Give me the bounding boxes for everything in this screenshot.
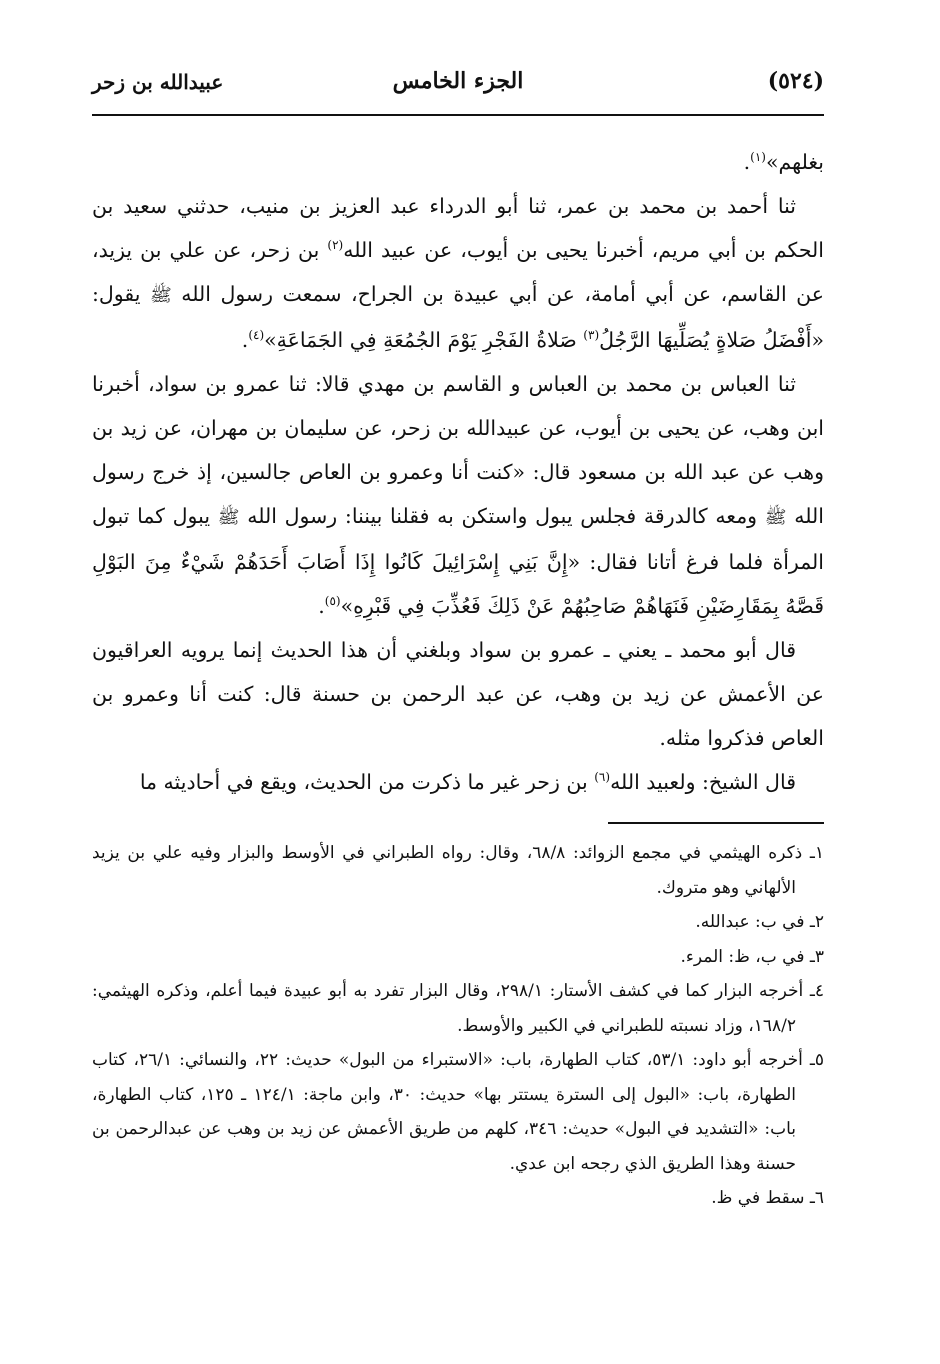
paragraph-hadith-2: ثنا العباس بن محمد بن العباس و القاسم بن مهدي قالا: ثنا عمرو بن سواد، أخبرنا ابن وهب، عن يحيى بن أيوب، عن عبيدالله بن زحر، عن سليمان بن مهران، عن زيد بن وهب عن عبد الله بن مسعود قال: «كنت أنا وعمرو بن العاص جالسين، إذ خرج رسول الله ﷺ ومعه كالدرقة فجلس يبول واستكن به فقلنا بيننا: رسول الله ﷺ يبول كما تبول المرأة فلما فرغ أتانا فقال: «إِنَّ بَنِي إِسْرَائِيلَ كَانُوا إِذَا أَصَابَ أَحَدَهُمْ شَيْءٌ مِنَ البَوْلِ قَصَّهُ بِمَقَارِضَيْنِ فَنَهَاهُمْ صَاحِبُهُمْ عَنْ ذَلِكَ فَعُذِّبَ فِي قَبْرِهِ»$^{(٥)}$. — [92, 372, 824, 618]
paragraph-hadith-1: ثنا أحمد بن محمد بن عمر، ثنا أبو الدرداء عبد العزيز بن منيب، حدثني سعيد بن الحكم بن أبي مريم، أخبرنا يحيى بن أيوب، عن عبيد الله$^{(٢)}$ بن زحر، عن علي بن يزيد، عن القاسم، عن أبي أمامة، عن أبي عبيدة بن الجراح، سمعت رسول الله ﷺ يقول: «أَفْضَلُ صَلاةٍ يُصَلِّيهَا الرَّجُلُ$^{(٣)}$ صَلاةُ الفَجْرِ يَوْمَ الجُمُعَةِ فِي الجَمَاعَةِ»$^{(٤)}$. — [92, 194, 824, 352]
salutation-symbol: ﷺ — [149, 285, 172, 306]
paragraph-sheikh: قال الشيخ: ولعبيد الله$^{(٦)}$ بن زحر غير ما ذكرت من الحديث، ويقع في أحاديثه ما — [139, 770, 796, 794]
footnotes — [92, 836, 824, 1216]
footnote-ref: (٥) — [324, 594, 341, 609]
footnote-3: ٣ـ في ب، ظ: المرء. — [680, 946, 824, 967]
footnote-5: ٥ـ أخرجه أبو داود: ٥٣/١، كتاب الطهارة، باب: «الاستبراء من البول» حديث: ٢٢، والنسائي: ٢٦/١، كتاب الطهارة، باب: «البول إلى السترة يستتر بها» حديث: ٣٠، وابن ماجة: ١٢٤/١ ـ ١٢٥، كتاب الطهارة، باب: «التشديد في البول» حديث: ٣٤٦، كلهم من طريق الأعمش عن زيد بن وهب عن عبدالرحمن بن حسنة وهذا الطريق الذي رجحه ابن عدي. — [92, 1050, 824, 1174]
footnote-4: ٤ـ أخرجه البزار كما في كشف الأستار: ٢٩٨/١، وقال البزار تفرد به أبو عبيدة فيما أعلم، وذكره الهيثمي: ١٦٨/٢، وزاد نسبته للطبراني في الكبير والأوسط. — [92, 981, 824, 1036]
paragraph-commentary: قال أبو محمد ـ يعني ـ عمرو بن سواد وبلغني أن هذا الحديث إنما يرويه العراقيون عن الأعمش عن زيد بن وهب، عن عبد الرحمن بن حسنة قال: كنت أنا وعمرو بن العاص فذكروا مثله. — [92, 638, 824, 750]
footnote-ref: (١) — [750, 150, 766, 165]
footnote-2: ٢ـ في ب: عبدالله. — [695, 912, 824, 932]
footnote-rule — [608, 822, 824, 824]
chapter-title: عبيدالله بن زحر — [92, 70, 224, 94]
footnote-ref: (٣) — [583, 328, 600, 343]
footnote-6: ٦ـ سقط في ظ. — [711, 1188, 824, 1208]
page-header — [92, 68, 824, 108]
footnote-ref: (٤) — [248, 328, 265, 343]
volume-title: الجزء الخامس — [392, 68, 524, 94]
page-number: (٥٢٤) — [767, 68, 824, 94]
footnote-1: ١ـ ذكره الهيثمي في مجمع الزوائد: ٦٨/٨، وقال: رواه الطبراني في الأوسط والبزار وفيه علي بن يزيد الألهاني وهو متروك. — [92, 843, 824, 898]
salutation-symbol: ﷺ — [217, 507, 240, 528]
footnote-ref: (٦) — [594, 770, 611, 785]
main-text — [92, 140, 824, 804]
footnote-ref: (٢) — [327, 238, 344, 253]
header-rule — [92, 114, 824, 116]
salutation-symbol: ﷺ — [764, 507, 787, 528]
paragraph-continuation: بغلهم»$^{(١)}$. — [743, 150, 824, 174]
